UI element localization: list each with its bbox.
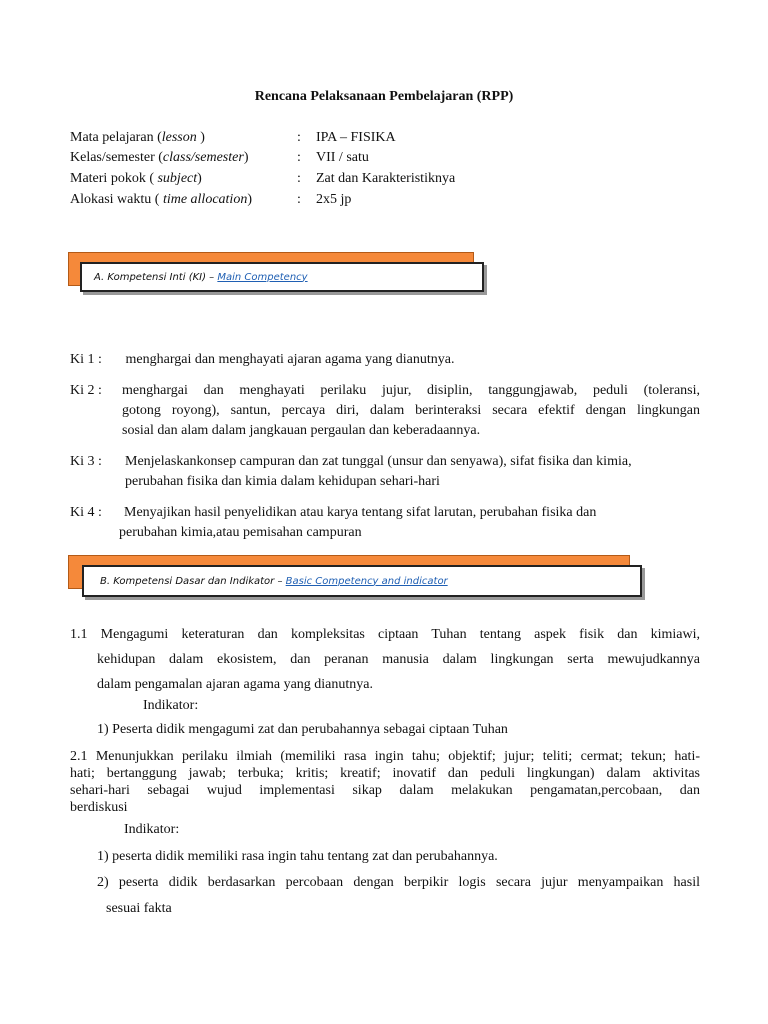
meta-value-class: VII / satu	[316, 150, 369, 165]
ki-text-line: Menyajikan hasil penyelidikan atau karya tentang sifat larutan, perubahan fisika dan	[124, 505, 597, 520]
meta-label-class: Kelas/semester (class/semester)	[70, 150, 249, 165]
ki-text-line: sosial dan alam dalam jangkauan pergaulan dan keberadaannya.	[122, 423, 481, 438]
indikator-item: 1) peserta didik memiliki rasa ingin tahu tentang zat dan perubahannya.	[97, 849, 498, 864]
ki-1	[70, 350, 700, 370]
kd-line: 2.1 Menunjukkan perilaku ilmiah (memiliki rasa ingin tahu; objektif; jujur; teliti; cermat; tekun; hati-	[70, 749, 700, 764]
ki-2	[70, 381, 700, 441]
meta-value-subject: Zat dan Karakteristiknya	[316, 171, 456, 186]
kd-1-1	[70, 622, 700, 697]
ki-code: Ki 3 :	[70, 454, 102, 469]
kd-line: dalam pengamalan ajaran agama yang dianutnya.	[97, 677, 373, 692]
ki-code: Ki 1 :	[70, 352, 102, 367]
kd-line: kehidupan dalam ekosistem, dan peranan manusia dalam lingkungan serta mewujudkannya	[97, 652, 700, 667]
ki-text: menghargai dan menghayati ajaran agama yang dianutnya.	[125, 352, 455, 367]
indikator-label: Indikator:	[124, 822, 180, 837]
ki-text-line: gotong royong), santun, percaya diri, dalam berinteraksi secara efektif dengan lingkungan	[122, 403, 700, 418]
indikator-item	[97, 873, 700, 919]
kd-2-1	[70, 748, 700, 816]
kd-line: sehari-hari sebagai wujud implementasi sikap dalam melakukan pengamatan,percobaan, dan	[70, 783, 700, 798]
ki-text-line: perubahan kimia,atau pemisahan campuran	[119, 525, 362, 540]
kd-line: hati; bertanggung jawab; terbuka; kritis; kreatif; inovatif dan peduli lingkungan) dalam aktivitas	[70, 766, 700, 781]
ki-text-line: Menjelaskankonsep campuran dan zat tunggal (unsur dan senyawa), sifat fisika dan kimia,	[125, 454, 632, 469]
meta-value-lesson: IPA – FISIKA	[316, 130, 396, 145]
ki-code: Ki 2 :	[70, 383, 102, 398]
meta-label-time: Alokasi waktu ( time allocation)	[70, 192, 252, 207]
indikator-item: 1) Peserta didik mengagumi zat dan perubahannya sebagai ciptaan Tuhan	[97, 722, 508, 737]
meta-sep: :	[297, 150, 301, 165]
kd-line: 1.1 Mengagumi keteraturan dan kompleksitas ciptaan Tuhan tentang aspek fisik dan kimiawi,	[70, 627, 700, 642]
ki-3	[70, 452, 700, 492]
meta-label-lesson: Mata pelajaran (lesson )	[70, 130, 205, 145]
kd-line: berdiskusi	[70, 800, 128, 815]
banner-label-box	[82, 565, 642, 597]
meta-sep: :	[297, 130, 301, 145]
ki-4	[70, 503, 700, 543]
ki-code: Ki 4 :	[70, 505, 102, 520]
meta-sep: :	[297, 171, 301, 186]
section-a-banner	[68, 252, 488, 302]
ki-text-line: perubahan fisika dan kimia dalam kehidupan sehari-hari	[125, 474, 440, 489]
meta-value-time: 2x5 jp	[316, 192, 352, 207]
section-b-heading: B. Kompetensi Dasar dan Indikator – Basic Competency and indicator	[100, 575, 448, 587]
indikator-line: sesuai fakta	[106, 901, 172, 916]
meta-label-subject: Materi pokok ( subject)	[70, 171, 202, 186]
meta-sep: :	[297, 192, 301, 207]
indikator-line: 2) peserta didik berdasarkan percobaan dengan berpikir logis secara jujur menyampaikan hasil	[97, 875, 700, 890]
section-b-banner	[68, 555, 648, 607]
banner-label-box	[80, 262, 484, 292]
ki-text-line: menghargai dan menghayati perilaku jujur, disiplin, tanggungjawab, peduli (toleransi,	[122, 383, 700, 398]
section-a-heading: A. Kompetensi Inti (KI) – Main Competency	[94, 271, 308, 283]
document-title: Rencana Pelaksanaan Pembelajaran (RPP)	[254, 89, 514, 104]
indikator-label: Indikator:	[143, 698, 199, 713]
